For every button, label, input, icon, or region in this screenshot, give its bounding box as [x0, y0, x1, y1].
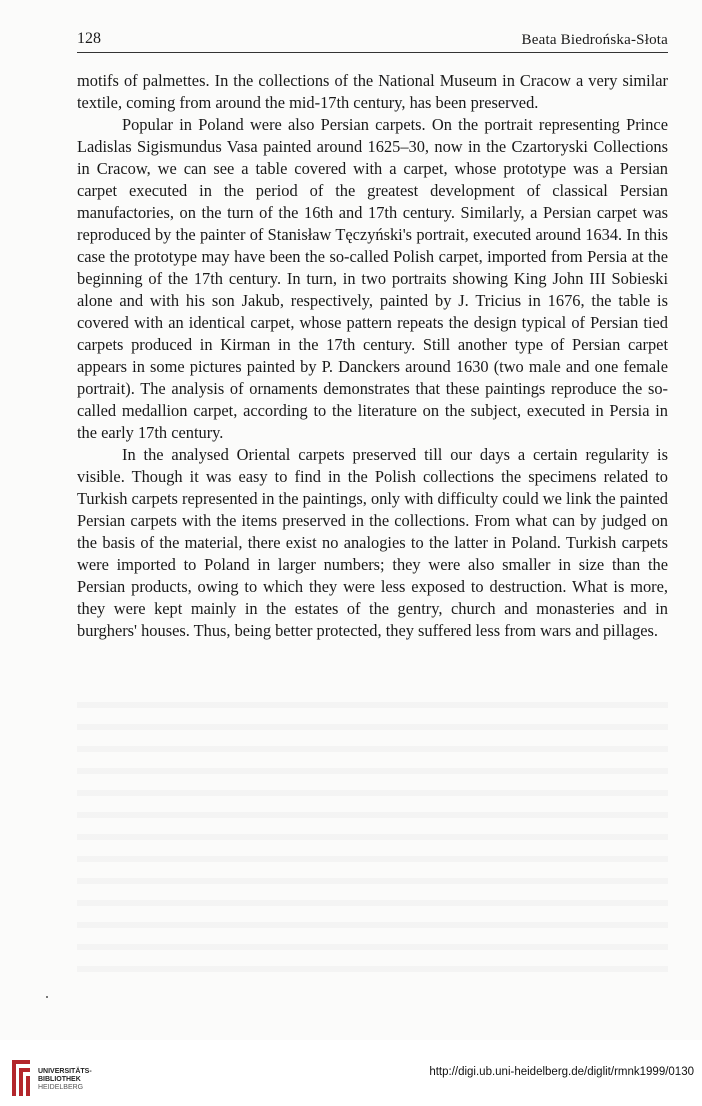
paragraph-3: In the analysed Oriental carpets preserved till our days a certain regularity is visible. Though it was easy to find in the Polish collections the specimens related to Turkish carpets represented in the paintings, only with difficulty could we link the painted Persian carpets with the items preserved in the collections. From what can by judged on the basis of the material, there exist no analogies to the latter in Poland. Turkish carpets were imported to Poland in larger numbers; they were also smaller in size than the Persian products, owing to which they were less exposed to destruction. What is more, they were kept mainly in the estates of the gentry, church and monasteries and in burghers' houses. Thus, being better protected, they suffered less from wars and pillages.: [77, 445, 668, 640]
page-number: 128: [77, 30, 101, 47]
library-logo-text: [38, 1068, 92, 1092]
digitization-footer: [0, 1040, 702, 1106]
paragraph-2: Popular in Poland were also Persian carpets. On the portrait representing Prince Ladislas Sigismundus Vasa painted around 1625–30, now in the Czartoryski Collections in Cracow, we can see a table covered with a carpet, whose prototype was a Persian carpet executed in the period of the greatest development of classical Persian manufactories, on the turn of the 16th and 17th century. Similarly, a Persian carpet was reproduced by the painter of Stanisław Tęczyński's portrait, executed around 1634. In this case the prototype may have been the so-called Polish carpet, imported from Persia at the beginning of the 17th century. In turn, in two portraits showing King John III Sobieski alone and with his son Jakub, respectively, painted by J. Tricius in 1676, the table is covered with an identical carpet, whose pattern repeats the design typical of Persian tied carpets produced in Kirman in the 17th century. Still another type of Persian carpet appears in some pictures painted by P. Danckers around 1630 (two male and one female portrait). The analysis of ornaments demonstrates that these paintings reproduce the so-called medallion carpet, according to the literature on the subject, executed in Persia in the early 17th century.: [77, 115, 668, 442]
library-logo[interactable]: [8, 1058, 128, 1098]
running-head-author: Beata Biedrońska-Słota: [521, 32, 668, 48]
show-through-text: [77, 690, 668, 980]
library-logo-icon: [8, 1058, 34, 1098]
running-head: [77, 30, 668, 53]
speck: [46, 996, 48, 998]
permalink-url[interactable]: http://digi.ub.uni-heidelberg.de/diglit/rmnk1999/0130: [429, 1066, 694, 1078]
body-text: [77, 70, 668, 642]
logo-line-1: UNIVERSITÄTS-: [38, 1068, 92, 1075]
logo-line-2: BIBLIOTHEK: [38, 1076, 81, 1083]
paragraph-1: motifs of palmettes. In the collections of the National Museum in Cracow a very similar textile, coming from around the mid-17th century, has been preserved.: [77, 71, 668, 112]
logo-line-3: HEIDELBERG: [38, 1084, 84, 1091]
